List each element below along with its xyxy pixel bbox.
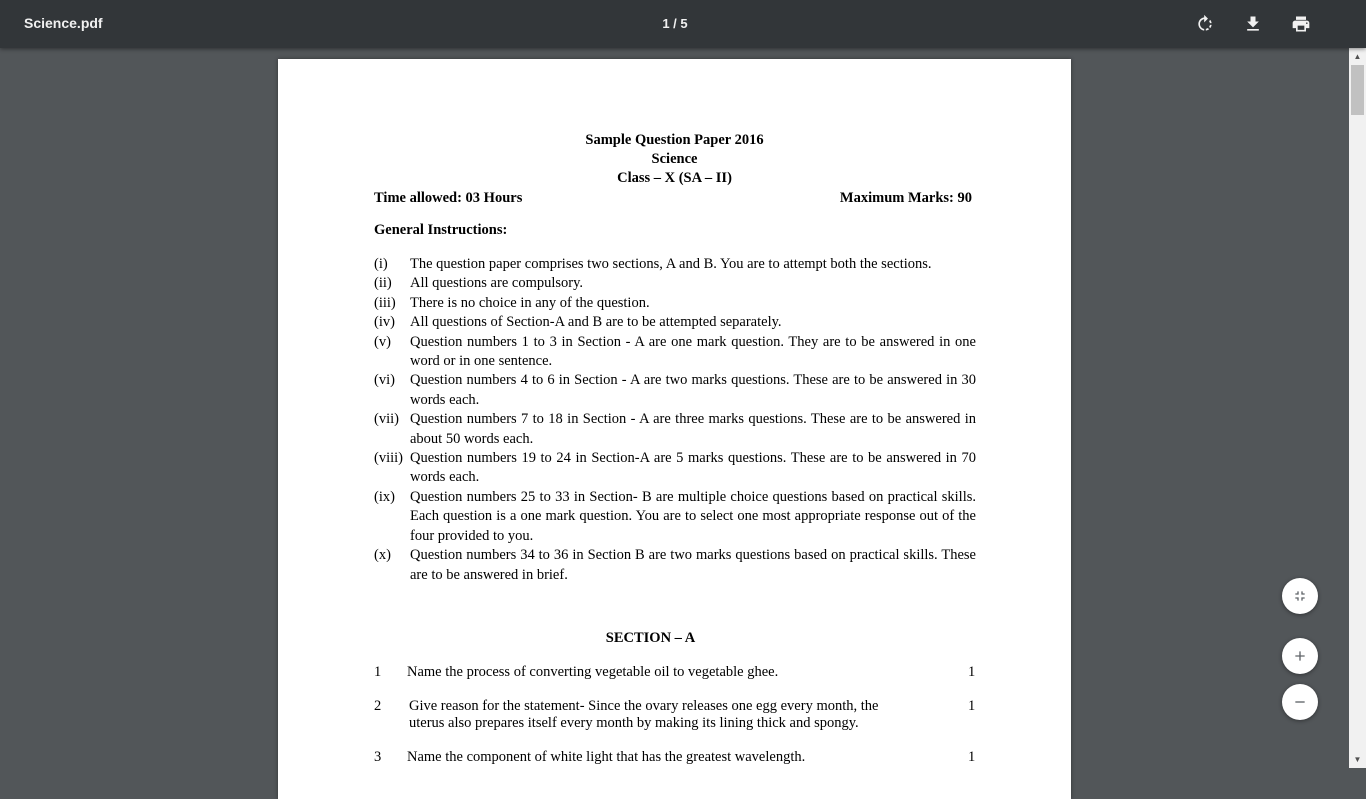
instruction-item: (vi) Question numbers 4 to 6 in Section - A are two marks questions. These are to be answered in 30 words each. — [374, 372, 976, 408]
question-mark: 1 — [968, 749, 976, 765]
instruction-item: (vii) Question numbers 7 to 18 in Section - A are three marks questions. These are to be answered in about 50 words each. — [374, 411, 976, 447]
question-text: Name the component of white light that has the greatest wavelength. — [407, 749, 806, 765]
scroll-down-arrow-icon[interactable]: ▼ — [1353, 755, 1362, 764]
time-allowed: Time allowed: 03 Hours — [374, 190, 523, 206]
document-title: Science.pdf — [24, 15, 103, 31]
instruction-item: (iv) All questions of Section-A and B are to be attempted separately. — [374, 314, 782, 331]
fit-to-page-button[interactable] — [1282, 578, 1318, 614]
rotate-icon — [1195, 14, 1215, 34]
zoom-in-button[interactable] — [1282, 638, 1318, 674]
print-button[interactable] — [1285, 8, 1317, 40]
maximum-marks: Maximum Marks: 90 — [839, 190, 972, 206]
pdf-page — [278, 59, 1071, 799]
print-icon — [1291, 14, 1311, 34]
instruction-item: (iii) There is no choice in any of the question. — [374, 294, 650, 311]
scroll-thumb[interactable] — [1351, 65, 1364, 115]
question-number: 2 — [374, 698, 382, 714]
question-text: Give reason for the statement- Since the ovary releases one egg every month, the uterus also prepares itself every month by making its lining thick and spongy. — [409, 698, 879, 731]
section-a-heading: SECTION – A — [605, 630, 696, 646]
instruction-item: (viii) Question numbers 19 to 24 in Section-A are 5 marks questions. These are to be answered in 70 words each. — [374, 450, 976, 486]
paper-title: Sample Question Paper 2016 — [585, 132, 764, 148]
minus-icon — [1292, 694, 1308, 710]
instructions-list — [374, 255, 976, 585]
instruction-item: (x) Question numbers 34 to 36 in Section B are two marks questions based on practical skills. These are to be answered in brief. — [374, 547, 976, 583]
instructions-heading: General Instructions: — [374, 222, 508, 238]
question-number: 3 — [374, 749, 382, 765]
download-icon — [1243, 14, 1263, 34]
plus-icon — [1292, 648, 1308, 664]
vertical-scrollbar[interactable] — [1349, 48, 1366, 768]
paper-class: Class – X (SA – II) — [617, 170, 732, 186]
paper-subject: Science — [651, 151, 698, 167]
zoom-out-button[interactable] — [1282, 684, 1318, 720]
question-mark: 1 — [968, 664, 976, 680]
pdf-toolbar — [0, 0, 1366, 48]
instruction-item: (i) The question paper comprises two sections, A and B. You are to attempt both the sections. — [374, 256, 932, 272]
question-text: Name the process of converting vegetable oil to vegetable ghee. — [407, 664, 779, 680]
download-button[interactable] — [1237, 8, 1269, 40]
instruction-item: (ix) Question numbers 25 to 33 in Section- B are multiple choice questions based on practical skills. Each question is a one mark question. You are to select one most appropriate response out of the four provided to you. — [374, 488, 976, 544]
instruction-item: (ii) All questions are compulsory. — [374, 275, 584, 292]
instruction-item: (v) Question numbers 1 to 3 in Section - A are one mark question. They are to be answered in one word or in one sentence. — [374, 333, 976, 370]
fit-page-icon — [1292, 588, 1308, 604]
rotate-button[interactable] — [1189, 8, 1221, 40]
page-indicator: 1 / 5 — [662, 16, 688, 31]
question-mark: 1 — [968, 698, 976, 714]
scroll-up-arrow-icon[interactable]: ▲ — [1353, 52, 1362, 61]
question-number: 1 — [374, 664, 382, 680]
